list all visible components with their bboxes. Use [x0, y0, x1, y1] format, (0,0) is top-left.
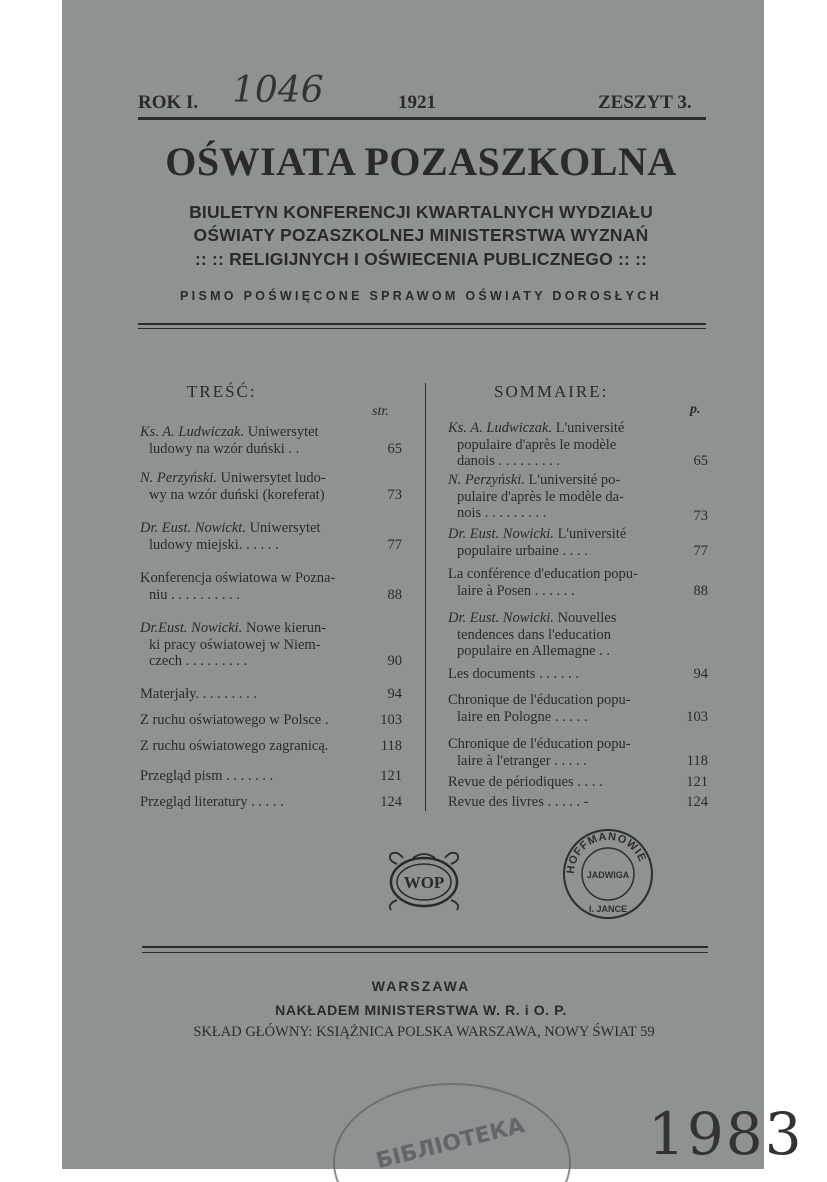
- toc-page: 77: [693, 542, 708, 559]
- toc-author: N. Perzyński.: [140, 470, 217, 486]
- toc-page: 94: [693, 666, 708, 682]
- toc-entry: [448, 472, 708, 522]
- toc-page: 90: [387, 653, 402, 669]
- toc-text: L'université po-: [528, 472, 621, 488]
- toc-text: Les documents . . . . . .: [448, 666, 579, 682]
- toc-entry: [140, 520, 402, 553]
- toc-page: 118: [686, 752, 708, 769]
- toc-text: populaire d'après le modèle: [457, 436, 617, 453]
- toc-page: 118: [380, 738, 402, 754]
- toc-text: populaire en Allemagne . .: [457, 643, 611, 659]
- page-label-fr: p.: [690, 402, 701, 417]
- toc-page: 124: [686, 794, 708, 810]
- footer-city: WARSZAWA: [371, 978, 471, 994]
- toc-page: 103: [380, 712, 402, 728]
- toc-entry: [448, 794, 708, 811]
- toc-text: pulaire d'après le modèle da-: [457, 488, 624, 505]
- page-label-pl: str.: [372, 404, 389, 419]
- toc-text: laire à l'etranger . . . . .: [457, 752, 587, 769]
- toc-text: Z ruchu oświatowego zagranicą.: [140, 738, 329, 754]
- toc-page: 121: [380, 768, 402, 784]
- toc-text: Uniwersytet ludo-: [220, 470, 326, 486]
- handwritten-number: 1046: [232, 70, 324, 111]
- toc-author: Dr. Eust. Nowicki.: [448, 526, 554, 542]
- tagline-rule-bottom: [138, 328, 706, 329]
- footer-distributor: SKŁAD GŁÓWNY: KSIĄŻNICA POLSKA WARSZAWA, NOWY ŚWIAT 59: [193, 1024, 655, 1040]
- toc-text: Konferencja oświatowa w Pozna-: [140, 570, 336, 586]
- toc-text: nois . . . . . . . . .: [457, 505, 547, 521]
- toc-text: niu . . . . . . . . . .: [149, 586, 241, 603]
- toc-entry: [448, 566, 708, 599]
- toc-text: La conférence d'education popu-: [448, 566, 638, 582]
- stamp-lower-text: I. JANCE: [588, 904, 628, 914]
- header-rule: [138, 117, 706, 120]
- toc-text: ki pracy oświatowej w Niem-: [149, 636, 321, 653]
- toc-text: L'université: [555, 420, 625, 436]
- toc-text: Revue des livres . . . . . -: [448, 794, 589, 810]
- subtitle-line-2: OŚWIATY POZASZKOLNEJ MINISTERSTWA WYZNAŃ: [193, 225, 649, 245]
- toc-author: N. Perzyński.: [448, 472, 525, 488]
- svg-text:HOFFMANOWIE: [565, 831, 649, 875]
- toc-text: ludowy miejski. . . . . .: [149, 536, 279, 553]
- contents-heading-fr: SOMMAIRE:: [494, 382, 609, 401]
- issue-year: 1921: [398, 92, 436, 113]
- library-stamp: [560, 826, 656, 922]
- toc-text: laire en Pologne . . . . .: [457, 708, 588, 725]
- toc-text: Przegląd literatury . . . . .: [140, 794, 284, 810]
- journal-cover: [62, 0, 804, 1175]
- tagline: PISMO POŚWIĘCONE SPRAWOM OŚWIATY DOROSŁYCH: [180, 289, 662, 303]
- issue-number: ZESZYT 3.: [598, 92, 692, 113]
- tagline-rule-top: [138, 323, 706, 325]
- footer-rule-top: [142, 946, 708, 948]
- toc-entry: [448, 692, 708, 725]
- toc-text: laire à Posen . . . . . .: [457, 582, 575, 599]
- toc-text: Nowe kierun-: [245, 620, 327, 636]
- toc-author: Ks. A. Ludwiczak.: [448, 420, 553, 436]
- toc-text: populaire urbaine . . . .: [457, 542, 588, 559]
- toc-page: 124: [380, 794, 402, 810]
- toc-entry: [140, 794, 402, 811]
- toc-text: Nouvelles: [557, 610, 617, 626]
- toc-entry: [448, 666, 708, 683]
- toc-text: wy na wzór duński (koreferat): [149, 486, 325, 503]
- toc-entry: [140, 620, 402, 670]
- bottom-stamp: [322, 1072, 582, 1182]
- toc-text: czech . . . . . . . . .: [149, 653, 248, 669]
- stamp-outer-text: HOFFMANOWIE: [564, 830, 649, 875]
- footer-publisher: NAKŁADEM MINISTERSTWA W. R. i O. P.: [275, 1002, 567, 1018]
- bottom-stamp-text: БІБЛІОТЕКА: [373, 1113, 528, 1175]
- toc-entry: [140, 712, 402, 729]
- toc-text: tendences dans l'education: [457, 626, 611, 643]
- stamp-inner-text: JADWIGA: [586, 870, 630, 880]
- toc-author: Ks. A. Ludwiczak.: [140, 424, 245, 440]
- toc-entry: [140, 570, 402, 603]
- contents-heading-pl: TREŚĆ:: [187, 382, 257, 401]
- toc-page: 88: [693, 582, 708, 599]
- toc-entry: [140, 686, 402, 703]
- toc-entry: [448, 610, 708, 660]
- toc-text: Chronique de l'éducation popu-: [448, 736, 631, 752]
- contents-list-pl: [140, 424, 402, 814]
- toc-page: 73: [387, 486, 402, 503]
- toc-page: 103: [686, 708, 708, 725]
- toc-text: Uniwersytet: [249, 520, 321, 536]
- toc-author: Dr.Eust. Nowicki.: [140, 620, 243, 636]
- toc-entry: [140, 470, 402, 503]
- toc-entry: [448, 526, 708, 559]
- handwritten-bottom-number: 1983: [648, 1100, 804, 1168]
- toc-text: danois . . . . . . . . .: [457, 453, 561, 469]
- toc-text: Materjały. . . . . . . . .: [140, 686, 258, 702]
- toc-author: Dr. Eust. Nowickt.: [140, 520, 246, 536]
- toc-entry: [448, 420, 708, 470]
- toc-entry: [140, 424, 402, 457]
- column-divider: [425, 383, 426, 811]
- journal-title: OŚWIATA POZASZKOLNA: [165, 139, 677, 184]
- toc-entry: [448, 736, 708, 769]
- toc-page: 121: [686, 774, 708, 790]
- toc-page: 73: [693, 508, 708, 524]
- toc-author: Dr. Eust. Nowicki.: [448, 610, 554, 626]
- toc-text: Przegląd pism . . . . . . .: [140, 768, 274, 784]
- toc-text: Uniwersytet: [247, 424, 319, 440]
- logo-text: WOP: [403, 873, 445, 892]
- toc-text: ludowy na wzór duński . .: [149, 440, 300, 457]
- toc-entry: [140, 768, 402, 785]
- toc-page: 77: [387, 536, 402, 553]
- toc-entry: [448, 774, 708, 791]
- toc-text: Z ruchu oświatowego w Polsce .: [140, 712, 329, 728]
- subtitle-line-1: BIULETYN KONFERENCJI KWARTALNYCH WYDZIAŁU: [189, 202, 653, 222]
- toc-entry: [140, 738, 402, 755]
- toc-text: L'université: [557, 526, 627, 542]
- footer-rule-bottom: [142, 952, 708, 953]
- toc-page: 65: [693, 453, 708, 469]
- toc-page: 65: [387, 440, 402, 457]
- toc-text: Chronique de l'éducation popu-: [448, 692, 631, 708]
- toc-page: 94: [387, 686, 402, 702]
- contents-list-fr: [448, 420, 708, 820]
- subtitle-line-3: :: :: RELIGIJNYCH I OŚWIECENIA PUBLICZNEGO :: ::: [194, 249, 648, 269]
- year-label: ROK I.: [138, 92, 199, 113]
- publisher-logo: [383, 850, 465, 912]
- toc-page: 88: [387, 586, 402, 603]
- toc-text: Revue de périodiques . . . .: [448, 774, 603, 790]
